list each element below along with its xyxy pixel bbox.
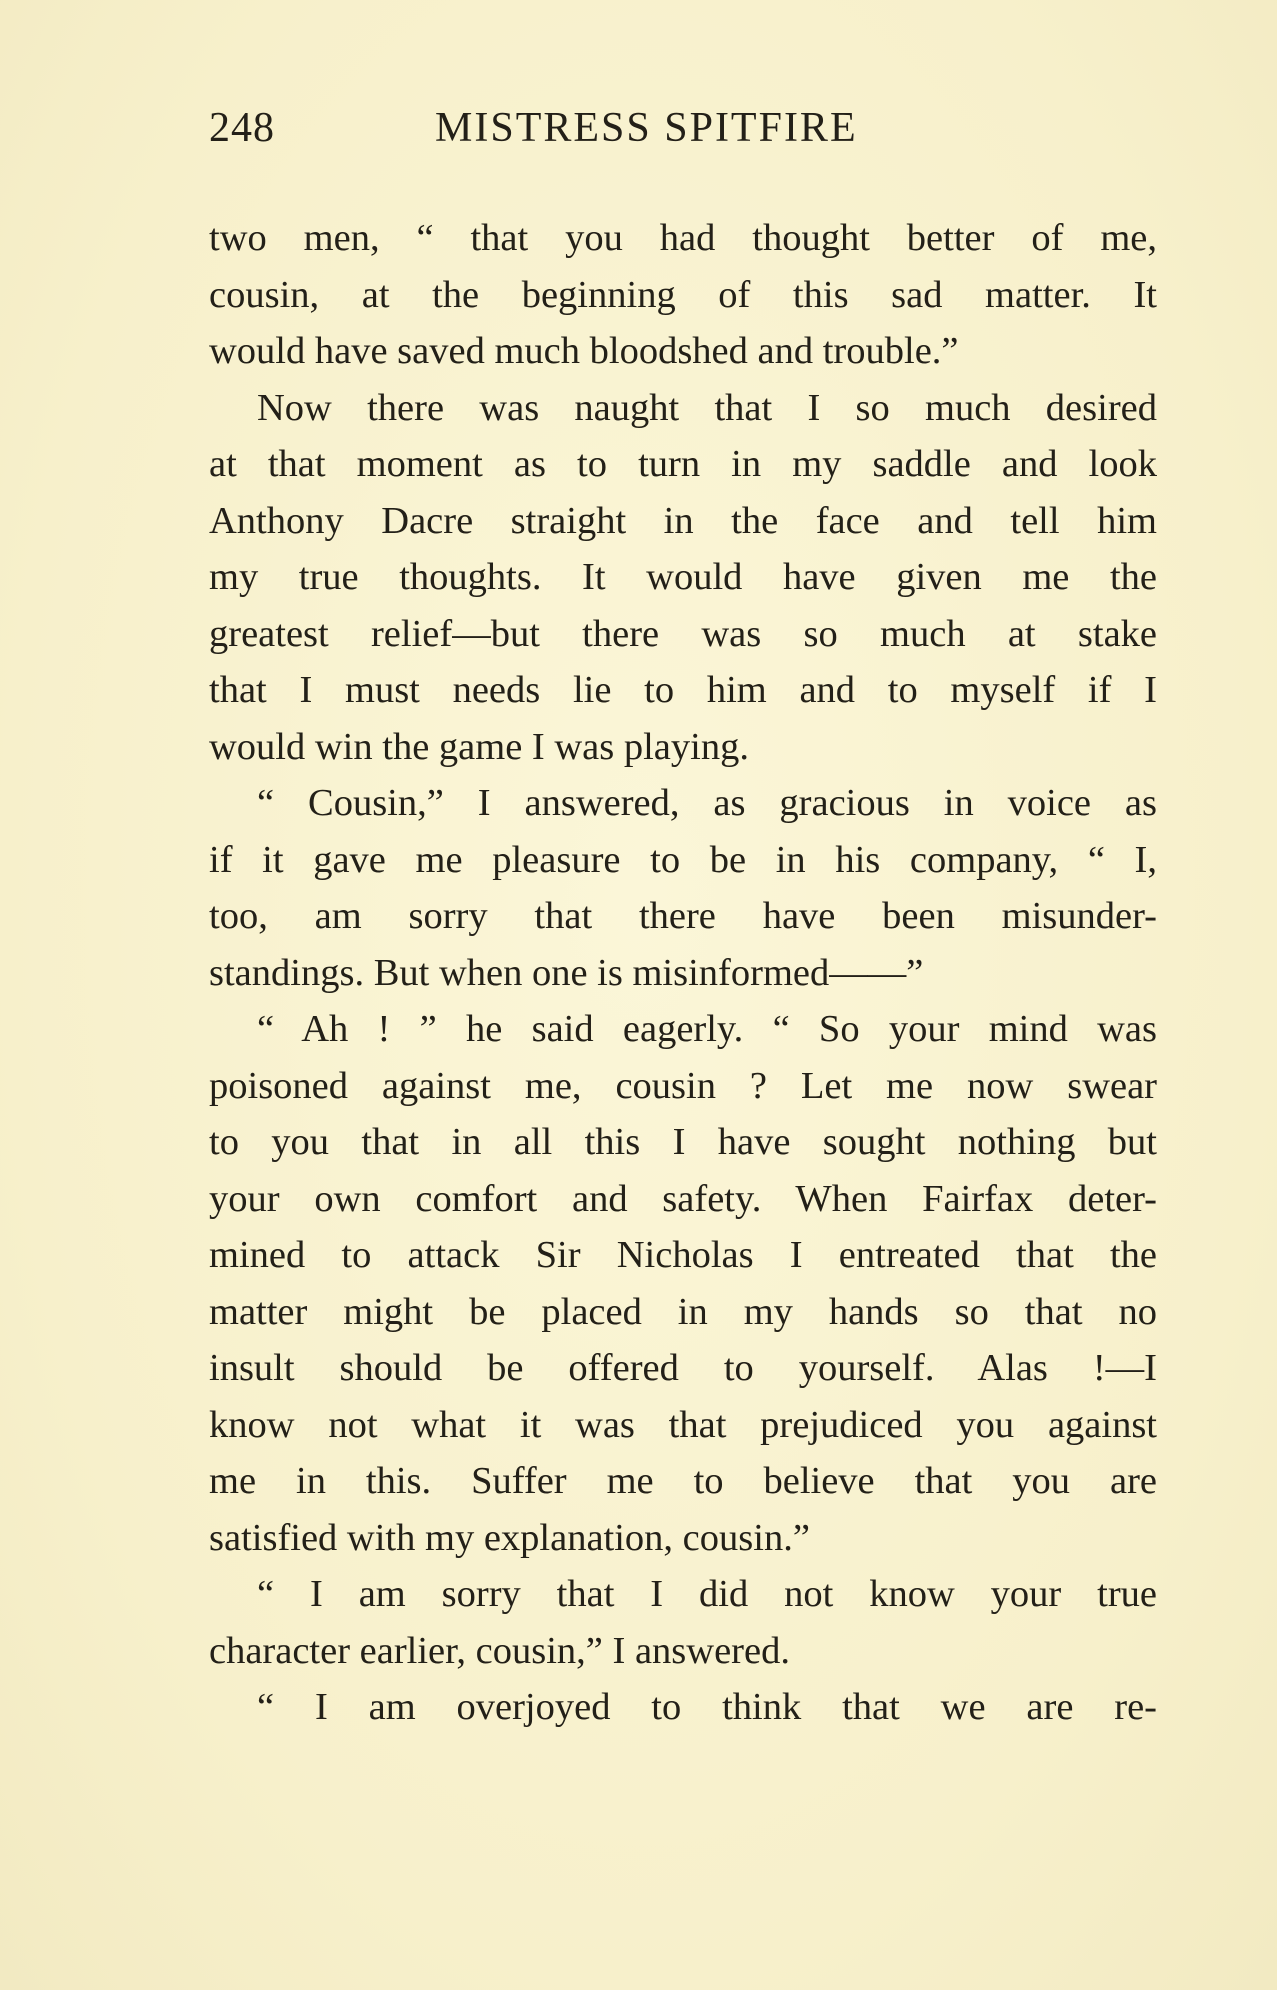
text-line: if it gave me pleasure to be in his company, “ I, [209,838,1157,881]
text-line: too, am sorry that there have been misunder- [209,895,1157,937]
text-line: character earlier, cousin,” I answered. [209,1629,790,1672]
text-line: “ Ah ! ” he said eagerly. “ So your mind was [257,1008,1157,1050]
text-line: insult should be offered to yourself. Alas !—I [209,1347,1157,1389]
text-line: Anthony Dacre straight in the face and tell him [209,499,1157,542]
running-title: MISTRESS SPITFIRE [435,105,858,151]
text-line: me in this. Suffer me to believe that you are [209,1460,1157,1502]
text-line: my true thoughts. It would have given me the [209,556,1157,598]
page-number: 248 [209,105,275,151]
page-header [209,104,945,164]
text-line: cousin, at the beginning of this sad matter. It [209,273,1157,316]
text-line: that I must needs lie to him and to myself if I [209,669,1157,711]
text-line: “ I am overjoyed to think that we are re- [257,1686,1157,1728]
text-line: to you that in all this I have sought nothing but [209,1121,1157,1163]
text-line: would win the game I was playing. [209,725,749,768]
text-line: would have saved much bloodshed and trouble.” [209,330,959,372]
text-line: “ Cousin,” I answered, as gracious in voice as [257,782,1157,824]
text-line: two men, “ that you had thought better of me, [209,217,1157,259]
text-line: standings. But when one is misinformed——” [209,951,924,994]
text-line: at that moment as to turn in my saddle and look [209,443,1157,485]
text-line: satisfied with my explanation, cousin.” [209,1516,810,1559]
text-line: “ I am sorry that I did not know your true [257,1573,1157,1615]
text-line: matter might be placed in my hands so that no [209,1290,1157,1333]
body-text [209,210,1157,1736]
text-line: Now there was naught that I so much desired [257,386,1157,429]
text-line: know not what it was that prejudiced you against [209,1403,1157,1446]
text-line: your own comfort and safety. When Fairfax deter- [209,1177,1157,1220]
text-line: greatest relief—but there was so much at stake [209,612,1157,655]
text-line: mined to attack Sir Nicholas I entreated that the [209,1234,1157,1276]
text-line: poisoned against me, cousin ? Let me now swear [209,1064,1157,1107]
